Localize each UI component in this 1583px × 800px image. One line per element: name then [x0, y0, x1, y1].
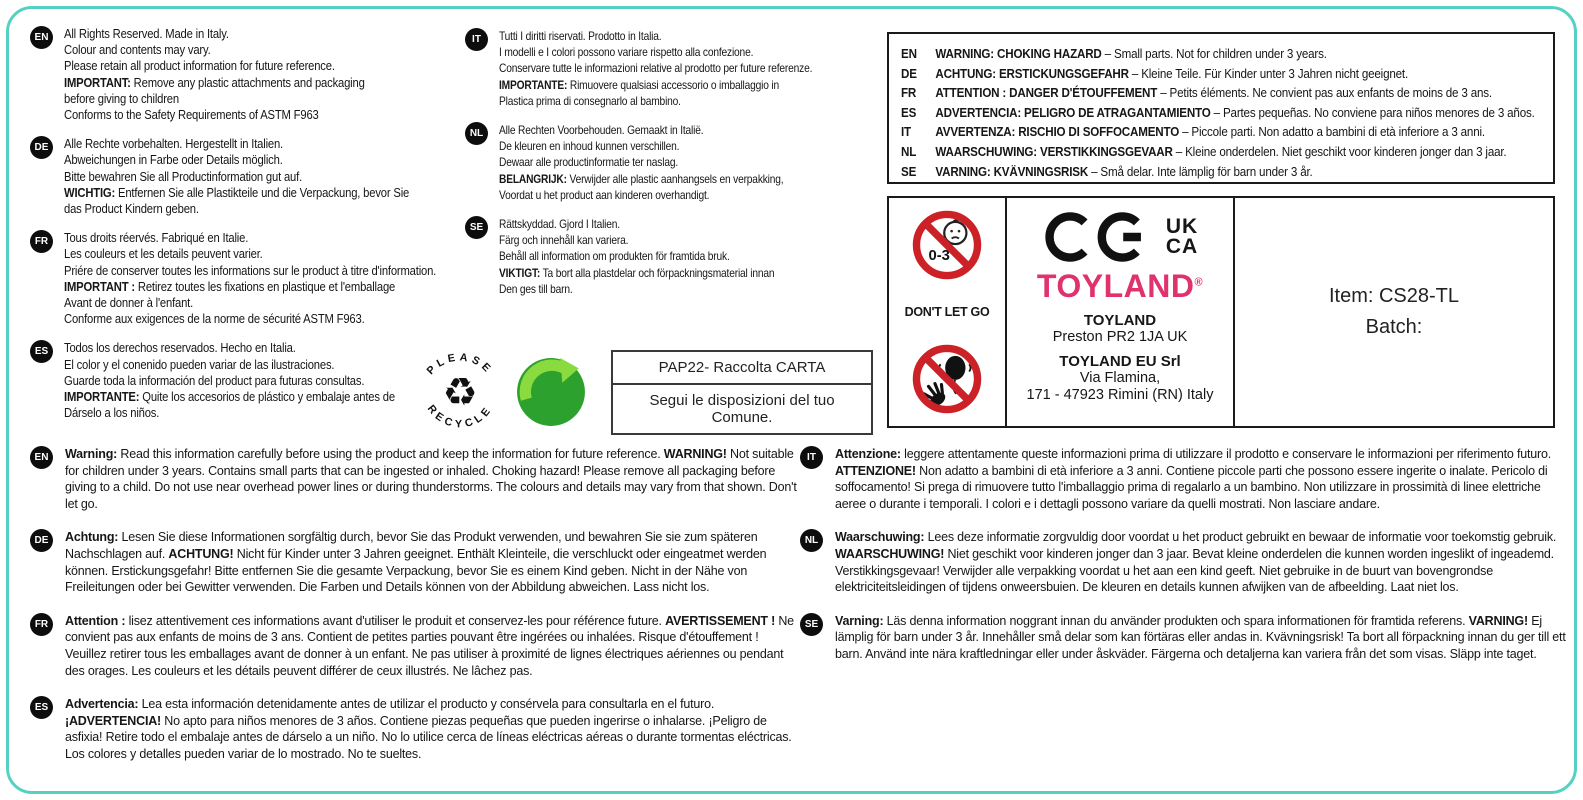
warning-column-left [30, 446, 805, 780]
text-line: Plastica prima di consegnarlo al bambino. [499, 93, 681, 108]
info-column-middle [465, 28, 895, 310]
lang-badge-es: ES [30, 696, 53, 719]
conformity-marks [1007, 210, 1233, 264]
warning-block-nl [800, 529, 1575, 595]
lang-badge-en: EN [30, 446, 53, 469]
svg-text:♻: ♻ [442, 370, 478, 416]
choking-row-es: ES ADVERTENCIA: PELIGRO DE ATRAGANTAMIENTO – Partes pequeñas. No conviene para niños menores de 3 años. [901, 105, 1535, 120]
text-line: Conforms to the Safety Requirements of ASTM F963 [64, 108, 319, 123]
warning-block-en [30, 446, 805, 512]
text-line: Bitte bewahren Sie all Productinformation gut auf. [64, 169, 303, 184]
dont-let-go-label: DON'T LET GO [904, 305, 990, 319]
lang-badge-de: DE [30, 136, 53, 159]
info-text-es [64, 340, 395, 421]
warning-text-se: Varning: Läs denna information noggrant innan du använder produkten och spara informationen för framtida referens. VARNING! Ej lämplig för barn under 3 år. Innehåller små delar som kan förtäras eller andas in. Kvävningsrisk! Ta bort all förpackning innan du ger till ett barn. Använd inte nära kraftledningar eller under åskväder. Färgerna och detaljerna kan variera från det som visas. Släpp inte taget. [835, 613, 1566, 661]
ce-mark-icon [1042, 210, 1154, 264]
warning-text-it: Attenzione: leggere attentamente queste informazioni prima di utilizzare il prodotto e conservare le informazioni per riferimento futuro. ATTENZIONE! Non adatto a bambini di età inferiore a 3 anni. Contiene piccole parti che possono essere ingerite o inalate. Pericolo di soffocamento! Si prega di rimuovere tutto l'imballaggio prima di regalarlo a un bambino. Non utilizzare in prossimità di linee elettriche aeree o durante i temporali. I colori e i dettagli possono variare da quelli mostrati. Non lasciare andare. [835, 447, 1551, 511]
important-line: IMPORTANTE: Rimuovere qualsiasi accessorio o imballaggio in [499, 77, 780, 92]
important-line: IMPORTANTE: Quite los accesorios de plástico y embalaje antes de [64, 390, 395, 405]
text-line: Tous droits réervés. Fabriqué en Italie. [64, 231, 249, 246]
info-text-fr [64, 230, 436, 327]
please-recycle-icon [413, 345, 507, 439]
text-line: Please retain all product information for future reference. [64, 59, 335, 74]
lang-badge-fr: FR [30, 230, 53, 253]
lang-badge-es: ES [30, 340, 53, 363]
pap-instruction: Segui le disposizioni del tuo Comune. [649, 391, 835, 426]
text-line: Priére de conserver toutes les informations sur le product à titre d'information. [64, 263, 437, 278]
item-number: Item: CS28-TL [1328, 285, 1460, 307]
paper-recycling-box [611, 350, 873, 435]
warning-column-right [800, 446, 1575, 680]
eu-company-name: TOYLAND EU Srl [1059, 353, 1181, 370]
text-line: Alle Rechten Voorbehouden. Gemaakt in Italië. [499, 123, 704, 138]
important-line: WICHTIG: Entfernen Sie alle Plastikteile und die Verpackung, bevor Sie [64, 185, 410, 200]
lang-badge-it: IT [800, 446, 823, 469]
toyland-logo: TOYLAND® [1036, 268, 1204, 304]
warning-text-en: Warning: Read this information carefully before using the product and keep the information for future reference. WARNING! Not suitable for children under 3 years. Contains small parts that can be ingested or inhaled. Choking hazard! Please remove all packaging before giving to a child. Do not use near overhead power lines or during thunderstorms. The colours and details may vary from that shown. Don't let go. [65, 447, 797, 511]
svg-text:PLEASE: PLEASE [424, 351, 496, 378]
text-line: Dewaar alle productinformatie ter naslag. [499, 155, 678, 170]
text-line: before giving to children [64, 91, 179, 106]
warning-text-fr: Attention : lisez attentivement ces informations avant d'utiliser le produit et conservez-les pour référence future. AVERTISSEMENT ! Ne convient pas aux enfants de moins de 3 ans. Contient de petites parties pouvant être ingérées ou inhalées. Risque d'étouffement ! Veuillez retirer tous les emballages avant de donner à un enfant. Ne pas utiliser à proximité de lignes électriques aériennes ou pendant des orages. Les couleurs et les détails peuvent différer de ceux illustrés. Ne lâchez pas. [65, 613, 794, 678]
text-line: das Product Kindern geben. [64, 202, 199, 217]
info-text-it [499, 28, 812, 109]
text-line: Conforme aux exigences de la norme de sécurité ASTM F963. [64, 312, 365, 327]
warning-block-es [30, 696, 805, 762]
eu-address-line1: Via Flamina, [1079, 370, 1161, 386]
info-block-fr [30, 230, 500, 327]
warning-text-de: Achtung: Lesen Sie diese Informationen sorgfältig durch, bevor Sie das Produkt verwenden, und bewahren Sie sie zum späteren Nachschlagen auf. ACHTUNG! Nicht für Kinder unter 3 Jahren geeignet. Enthält Kleinteile, die verschluckt oder eingeatmet werden können. Erstickungsgefahr! Bitte entfernen Sie die gesamte Verpackung, bevor Sie es einem Kind geben. Nicht in der Nähe von Freileitungen oder bei Gewitter verwenden. Die Farben und Details können von der Abbildung abweichen. Lass nicht los. [65, 530, 767, 595]
choking-row-de: DE ACHTUNG: ERSTICKUNGSGEFAHR – Kleine Teile. Für Kinder unter 3 Jahren nicht geeignet. [901, 66, 1409, 81]
text-line: Voordat u het product aan kinderen overhandigt. [499, 187, 710, 202]
info-block-it [465, 28, 895, 109]
eu-address-line2: 171 - 47923 Rimini (RN) Italy [1026, 387, 1214, 403]
lang-badge-de: DE [30, 529, 53, 552]
warning-block-de [30, 529, 805, 595]
text-line: Avant de donner à l'enfant. [64, 296, 194, 311]
choking-hazard-box [887, 32, 1555, 184]
text-line: Rättskyddad. Gjord I Italien. [499, 217, 620, 232]
text-line: El color y el conenido pueden variar de las ilustraciones. [64, 357, 335, 372]
text-line: I modelli e I colori possono variare rispetto alla confezione. [499, 45, 754, 60]
compliance-box [887, 196, 1555, 428]
important-line: VIKTIGT: Ta bort alla plastdelar och förpackningsmaterial innan [499, 265, 775, 280]
lang-badge-it: IT [465, 28, 488, 51]
dont-release-balloon-icon [910, 342, 984, 416]
text-line: Conservare tutte le informazioni relative al prodotto per future referenze. [499, 61, 813, 76]
text-line: Dárselo a los niños. [64, 406, 160, 421]
brand-cell [1007, 198, 1235, 426]
warning-text-nl: Waarschuwing: Lees deze informatie zorgvuldig door voordat u het product gebruikt en bewaar de informatie voor toekomstig gebruik. WAARSCHUWING! Niet geschikt voor kinderen jonger dan 3 jaar. Bevat kleine onderdelen die kunnen worden ingeslikt of ingeademd. Verstikkingsgevaar! Verwijder alle verpakking voordat u het aan een kind geeft. Niet gebruike in de buurt van bovengrondse elektriciteitsleidingen of tijdens onweersbuien. De kleuren en details kunnen afwijken van de afbeelding. Laat niet los. [835, 530, 1557, 595]
registered-mark: ® [1194, 276, 1204, 289]
choking-row-it: IT AVVERTENZA: RISCHIO DI SOFFOCAMENTO – Piccole parti. Non adatto a bambini di età inferiore a 3 anni. [901, 125, 1485, 140]
warning-block-it [800, 446, 1575, 512]
info-block-en [30, 26, 500, 123]
text-line: Tutti I diritti riservati. Prodotto in Italia. [499, 29, 662, 43]
svg-text:RECYCLE: RECYCLE [424, 402, 496, 431]
text-line: Todos los derechos reservados. Hecho en Italia. [64, 341, 296, 356]
choking-row-en: EN WARNING: CHOKING HAZARD – Small parts. Not for children under 3 years. [901, 47, 1327, 61]
info-block-se [465, 216, 895, 297]
lang-badge-se: SE [800, 613, 823, 636]
batch-number: Batch: [1365, 316, 1423, 338]
text-line: Den ges till barn. [499, 281, 573, 296]
info-text-en [64, 26, 365, 123]
text-line: Färg och innehåll kan variera. [499, 233, 629, 248]
important-line: BELANGRIJK: Verwijder alle plastic aanhangsels en verpakking, [499, 171, 784, 186]
choking-row-nl: NL WAARSCHUWING: VERSTIKKINGSGEVAAR – Kleine onderdelen. Niet geschikt voor kinderen jonger dan 3 jaar. [901, 144, 1507, 159]
choking-hazard-rows [901, 45, 1535, 182]
not-for-under-3-icon [910, 208, 984, 282]
info-block-nl [465, 122, 895, 203]
choking-row-fr: FR ATTENTION : DANGER D'ÉTOUFFEMENT – Petits éléments. Ne convient pas aux enfants de moins de 3 ans. [901, 86, 1492, 101]
uk-address: Preston PR2 1JA UK [1052, 329, 1188, 345]
info-text-de [64, 136, 409, 217]
lang-badge-nl: NL [465, 122, 488, 145]
info-text-se [499, 216, 774, 297]
text-line: De kleuren en inhoud kunnen verschillen. [499, 139, 680, 154]
lang-badge-nl: NL [800, 529, 823, 552]
text-line: Les couleurs et les details peuvent varier. [64, 247, 263, 262]
text-line: Alle Rechte vorbehalten. Hergestellt in Italien. [64, 137, 283, 152]
green-dot-icon [515, 356, 587, 428]
important-line: IMPORTANT : Retirez toutes les fixations en plastique et l'emballage [64, 279, 396, 294]
important-line: IMPORTANT: Remove any plastic attachments and packaging [64, 75, 365, 90]
pap-code: PAP22- Raccolta CARTA [613, 352, 871, 385]
uk-company-name: TOYLAND [1083, 312, 1157, 329]
lang-badge-fr: FR [30, 613, 53, 636]
lang-badge-en: EN [30, 26, 53, 49]
warning-text-es: Advertencia: Lea esta información detenidamente antes de utilizar el producto y consérvela para consultarla en el futuro. ¡ADVERTENCIA! No apto para niños menores de 3 años. Contiene piezas pequeñas que pueden ingerirse o inhalarse. ¡Peligro de asfixia! Retire todo el embalaje antes de dárselo a un niño. No lo utilice cerca de líneas eléctricas aéreas o durante tormentas eléctricas. Los colores y detalles pueden variar de lo mostrado. No te sueltes. [65, 697, 792, 761]
item-batch-cell [1235, 198, 1553, 426]
choking-row-se: SE VARNING: KVÄVNINGSRISK – Små delar. Inte lämplig för barn under 3 år. [901, 164, 1313, 179]
lang-badge-se: SE [465, 216, 488, 239]
text-line: Behåll all information om produkten för framtida bruk. [499, 249, 730, 264]
recycling-section [413, 345, 873, 439]
text-line: Guarde toda la información del product para futuras consultas. [64, 373, 365, 388]
info-block-de [30, 136, 500, 217]
ukca-mark: UK CA [1165, 215, 1199, 258]
text-line: All Rights Reserved. Made in Italy. [64, 27, 229, 41]
prohibition-icons-cell [889, 198, 1007, 426]
warning-block-se [800, 613, 1575, 663]
svg-text:0-3: 0-3 [928, 247, 950, 264]
warning-block-fr [30, 613, 805, 679]
text-line: Abweichungen in Farbe oder Details möglich. [64, 153, 283, 168]
text-line: Colour and contents may vary. [64, 43, 211, 58]
info-text-nl [499, 122, 783, 203]
